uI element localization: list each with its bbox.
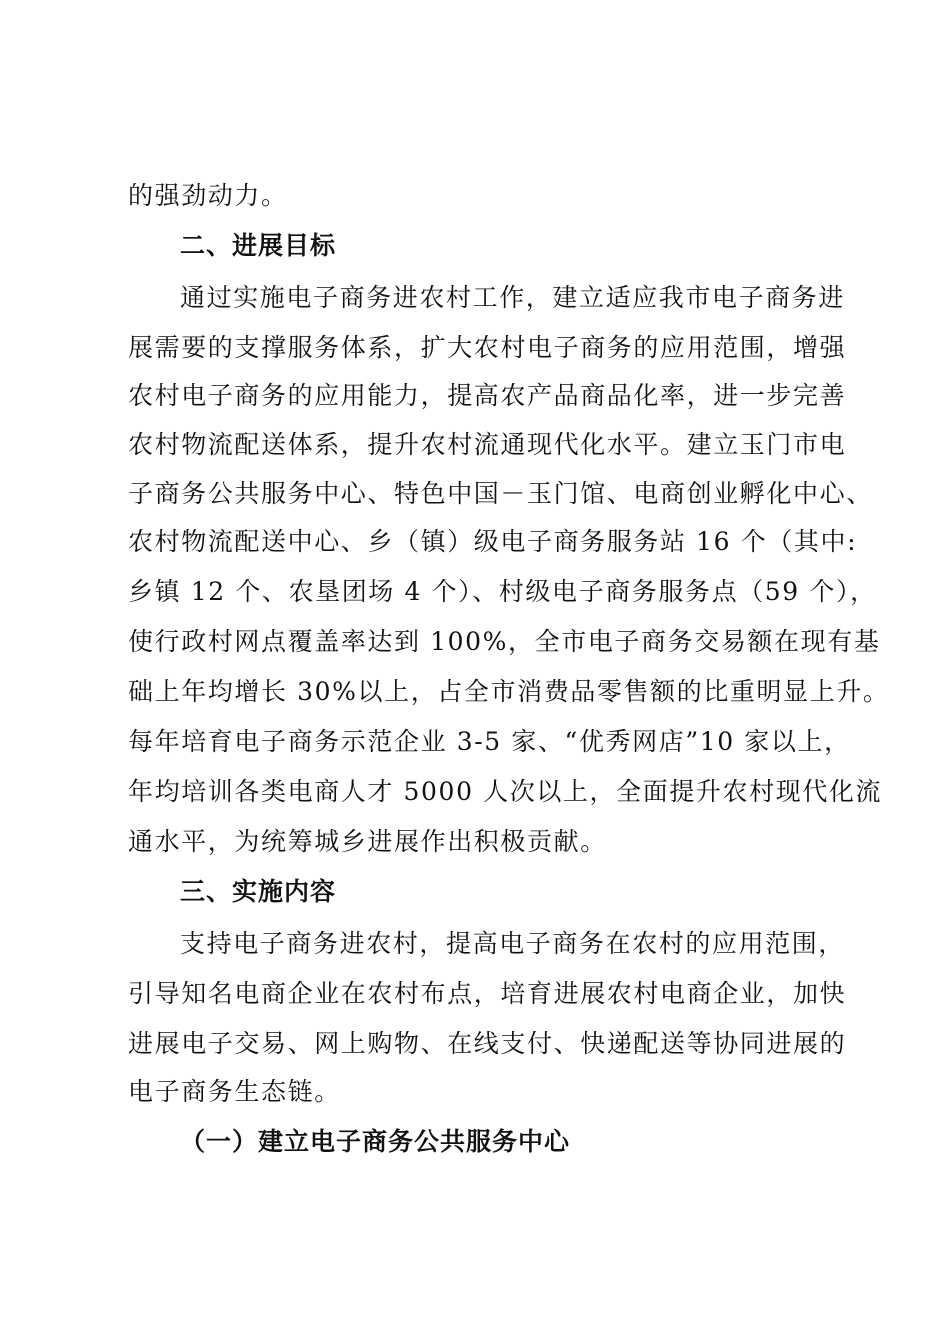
paragraph-line: 子商务公共服务中心、特色中国－玉门馆、电商创业孵化中心、 bbox=[128, 479, 873, 508]
paragraph-line: 支持电子商务进农村，提高电子商务在农村的应用范围， bbox=[180, 929, 846, 958]
paragraph-line: 每年培育电子商务示范企业 3-5 家、“优秀网店”10 家以上， bbox=[128, 727, 851, 756]
subsection-heading-service-center: （一）建立电子商务公共服务中心 bbox=[180, 1127, 571, 1156]
paragraph-line: 通过实施电子商务进农村工作，建立适应我市电子商务进 bbox=[180, 283, 846, 312]
paragraph-line: 年均培训各类电商人才 5000 人次以上，全面提升农村现代化流 bbox=[128, 777, 883, 806]
paragraph-line: 乡镇 12 个、农垦团场 4 个）、村级电子商务服务点（59 个）， bbox=[128, 577, 877, 606]
section-heading-goals: 二、进展目标 bbox=[180, 231, 337, 260]
paragraph-line: 进展电子交易、网上购物、在线支付、快递配送等协同进展的 bbox=[128, 1029, 847, 1058]
paragraph-line: 的强劲动力。 bbox=[128, 181, 288, 210]
section-heading-content: 三、实施内容 bbox=[180, 877, 337, 906]
paragraph-line: 展需要的支撑服务体系，扩大农村电子商务的应用范围，增强 bbox=[128, 333, 847, 362]
paragraph-line: 础上年均增长 30%以上，占全市消费品零售额的比重明显上升。 bbox=[128, 677, 890, 706]
paragraph-line: 通水平，为统筹城乡进展作出积极贡献。 bbox=[128, 827, 607, 856]
paragraph-line: 农村物流配送中心、乡（镇）级电子商务服务站 16 个（其中: bbox=[128, 527, 858, 556]
paragraph-line: 电子商务生态链。 bbox=[128, 1077, 341, 1106]
paragraph-line: 使行政村网点覆盖率达到 100%，全市电子商务交易额在现有基 bbox=[128, 627, 881, 656]
paragraph-line: 引导知名电商企业在农村布点，培育进展农村电商企业，加快 bbox=[128, 979, 847, 1008]
paragraph-line: 农村物流配送体系，提升农村流通现代化水平。建立玉门市电 bbox=[128, 430, 847, 459]
paragraph-line: 农村电子商务的应用能力，提高农产品商品化率，进一步完善 bbox=[128, 381, 847, 410]
